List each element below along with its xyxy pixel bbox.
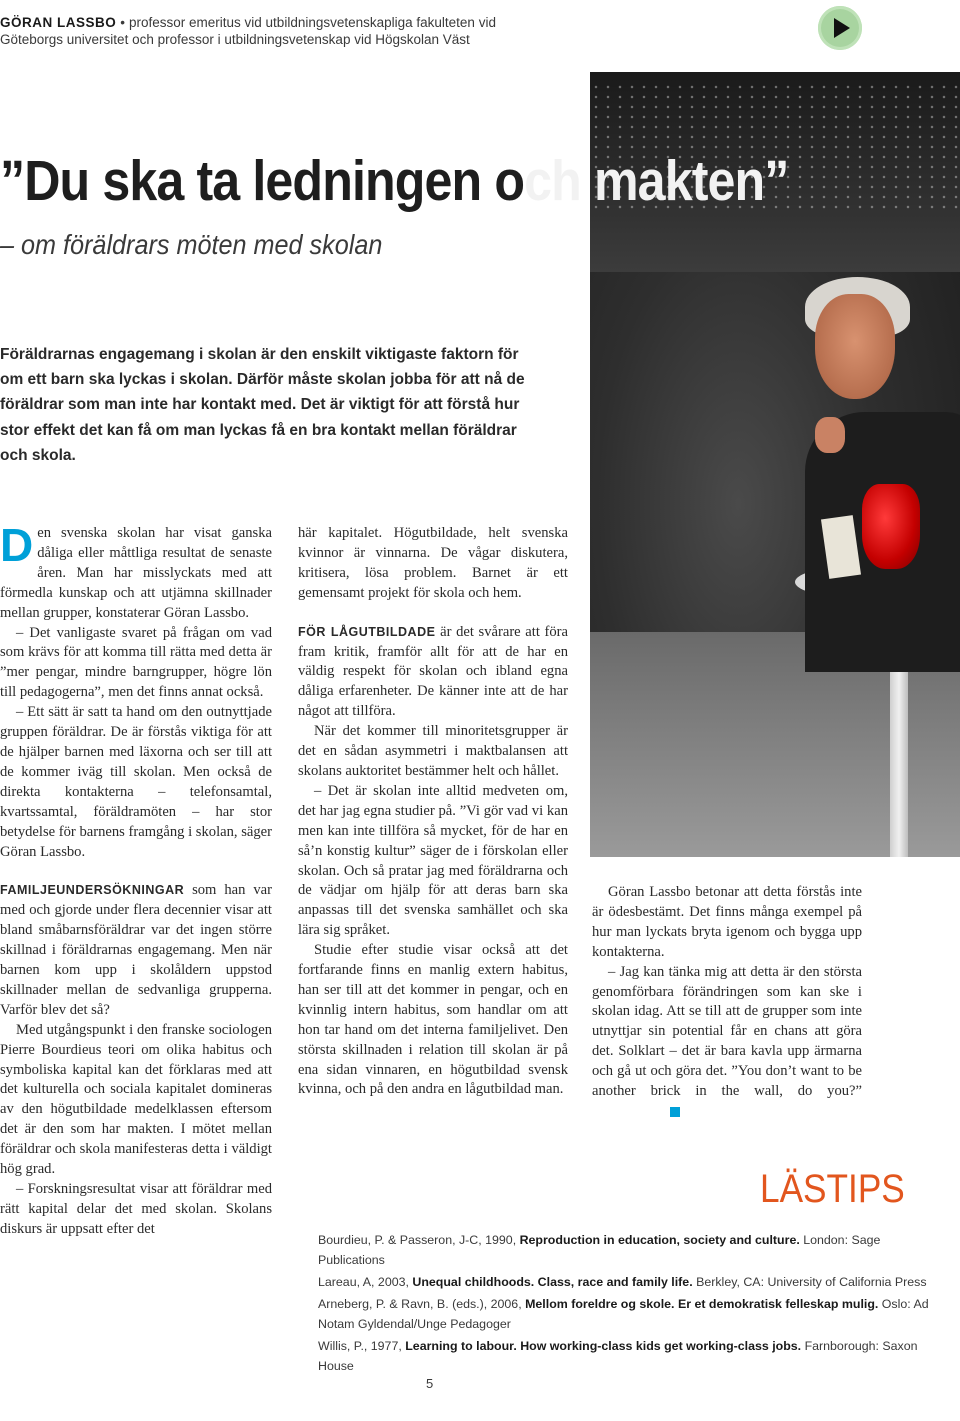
body-column-3 bbox=[592, 883, 862, 1122]
paragraph: – Forskningsresultat visar att föräldrar med rätt kapital delar det med skolan. Skolans diskurs är uppsatt efter det bbox=[0, 1181, 272, 1237]
reference-item: Lareau, A, 2003, Unequal childhoods. Class, race and family life. Berkley, CA: University of California Press bbox=[318, 1275, 927, 1289]
section-lead-caps: FAMILJEUNDERSÖKNINGAR bbox=[0, 883, 185, 898]
article-header bbox=[0, 14, 800, 48]
paragraph: – Det är skolan inte alltid medveten om, det har jag egna studier på. ”Vi gör vad vi kan men kan inte tillföra så mycket, för de har en så’n konstig kultur” säger de i förskolan eller skolan. Och så pratar jag med föräldrarna och de vädjar om hjälp för att deras barn ska anpassas till det svenska samhället och ska lära sig språket. bbox=[298, 782, 568, 939]
end-mark-icon bbox=[670, 1107, 680, 1117]
paragraph: – Jag kan tänka mig att detta är den största genomförbara förändringen som kan ske i skolan idag. Att se till att de grupper som inte utnyttjar sin potential får en chans att göra det. Solklart – det är bara kavla upp ärmarna och gå ut och göra det. ”You don’t want to be another brick in the wall, do you?” bbox=[592, 963, 862, 1122]
reading-tips-list bbox=[318, 1230, 938, 1378]
play-button[interactable] bbox=[818, 6, 862, 50]
author-name: GÖRAN LASSBO bbox=[0, 15, 117, 30]
reading-tips-heading: LÄSTIPS bbox=[760, 1167, 905, 1211]
paragraph: här kapitalet. Högutbildade, helt svenska kvinnor är vinnarna. De vågar diskutera, kritisera, lösa problem. Barnet är ett gemensamt projekt för skola och hem. bbox=[298, 525, 568, 601]
body-column-2 bbox=[298, 524, 568, 1100]
lead-line: stor effekt det kan få om man lyckas få en bra kontakt mellan föräldrar bbox=[0, 421, 517, 439]
paragraph: Med utgångspunkt i den franske sociologen Pierre Bourdieus teori om olika habitus och symboliska kapital kan det förklaras med att det kulturella och sociala kapitalet domineras av den högutbildade medelklassen eftersom det är den som har makten. I mötet mellan föräldrar och skola manifesteras detta i väldigt hög grad. bbox=[0, 1021, 272, 1178]
title-part2: ch makten” bbox=[524, 149, 789, 213]
author-title-line2: Göteborgs universitet och professor i utbildningsvetenskap vid Högskolan Väst bbox=[0, 32, 470, 47]
play-icon bbox=[834, 18, 850, 38]
lead-line: och skola. bbox=[0, 446, 76, 464]
paragraph: Göran Lassbo betonar att detta förstås inte är ödesbestämt. Det finns många exempel på hur man lyckats bryta igenom och bygga upp kontakterna. bbox=[592, 884, 862, 960]
article-lead bbox=[0, 342, 560, 468]
author-title-line1: professor emeritus vid utbildningsvetenskapliga fakulteten vid bbox=[129, 15, 496, 30]
header-bullet: • bbox=[120, 15, 125, 30]
reference-item: Arneberg, P. & Ravn, B. (eds.), 2006, Mellom foreldre og skole. Er et demokratisk felleskap mulig. Oslo: Ad Notam Gyldendal/Unge Pedagoger bbox=[318, 1297, 929, 1331]
article-title bbox=[0, 148, 789, 214]
body-column-1 bbox=[0, 519, 272, 1240]
paragraph: Studie efter studie visar också att det fortfarande finns en manlig extern habitus, han ser till att det kommer in pengar, och en kvinnlig intern habitus, som handlar om att hon tar hand om det interna familjelivet. Den största skillnaden i relation till skolan är på ena sidan vinnaren, en högutbildad svensk kvinna, och på den andra en lågutbildad man. bbox=[298, 942, 568, 1098]
page-number: 5 bbox=[426, 1376, 434, 1391]
lead-line: om ett barn ska lyckas i skolan. Därför måste skolan jobba för att nå de bbox=[0, 371, 525, 389]
reference-item: Bourdieu, P. & Passeron, J-C, 1990, Reproduction in education, society and culture. London: Sage Publications bbox=[318, 1233, 881, 1267]
section-lead-caps: FÖR LÅGUTBILDADE bbox=[298, 624, 436, 639]
lead-line: Föräldrarnas engagemang i skolan är den enskilt viktigaste faktorn för bbox=[0, 346, 519, 363]
article-subtitle: – om föräldrars möten med skolan bbox=[0, 229, 383, 260]
paragraph: FAMILJEUNDERSÖKNINGAR som han var med och gjorde under flera decennier visar att bland småbarnsföräldrar var det ingen större skillnad i föräldrarnas engagemang. Men när barnen kom upp i skolåldern uppstod skillnader mellan de sedvanliga grupperna. Varför blev det så? bbox=[0, 882, 272, 1018]
reference-item: Willis, P., 1977, Learning to labour. How working-class kids get working-class jobs. Farnborough: Saxon House bbox=[318, 1339, 918, 1373]
paragraph: När det kommer till minoritetsgrupper är det en sådan asymmetri i maktbalansen att skolans auktoritet bestämmer helt och hållet. bbox=[298, 723, 568, 779]
paragraph: Den svenska skolan har visat ganska dåliga eller måttliga resultat de senaste åren. Man har misslyckats med att förmedla kunskap och att utjämna skillnader mellan grupper, konstaterar Göran Lassbo. bbox=[0, 519, 272, 621]
drop-cap: D bbox=[0, 519, 34, 571]
paragraph: – Ett sätt är satt ta hand om den outnyttjade gruppen föräldrar. De är förstås viktiga för att de hjälper barnen med läxorna och ser till att de kommer iväg till skolan. Men också de direkta kontakterna – telefonsamtal, kvartssamtal, föräldramöten – har stor betydelse för barnens framgång i skolan, säger Göran Lassbo. bbox=[0, 704, 272, 860]
paragraph: FÖR LÅGUTBILDADE är det svårare att föra fram kritik, framför allt för att de har en väldig respekt för skolan och ibland egna dåliga erfarenheter. De känner inte att de har något att tillföra. bbox=[298, 623, 568, 720]
paragraph: – Det vanligaste svaret på frågan om vad som krävs för att komma till rätta med detta är ”mer pengar, mindre barngrupper, högre lön till pedagogerna”, men det finns annat också. bbox=[0, 624, 272, 701]
title-part1: ”Du ska ta ledningen o bbox=[0, 149, 525, 213]
lead-line: föräldrar som man inte har kontakt med. Det är viktigt för att förstå hur bbox=[0, 396, 520, 414]
